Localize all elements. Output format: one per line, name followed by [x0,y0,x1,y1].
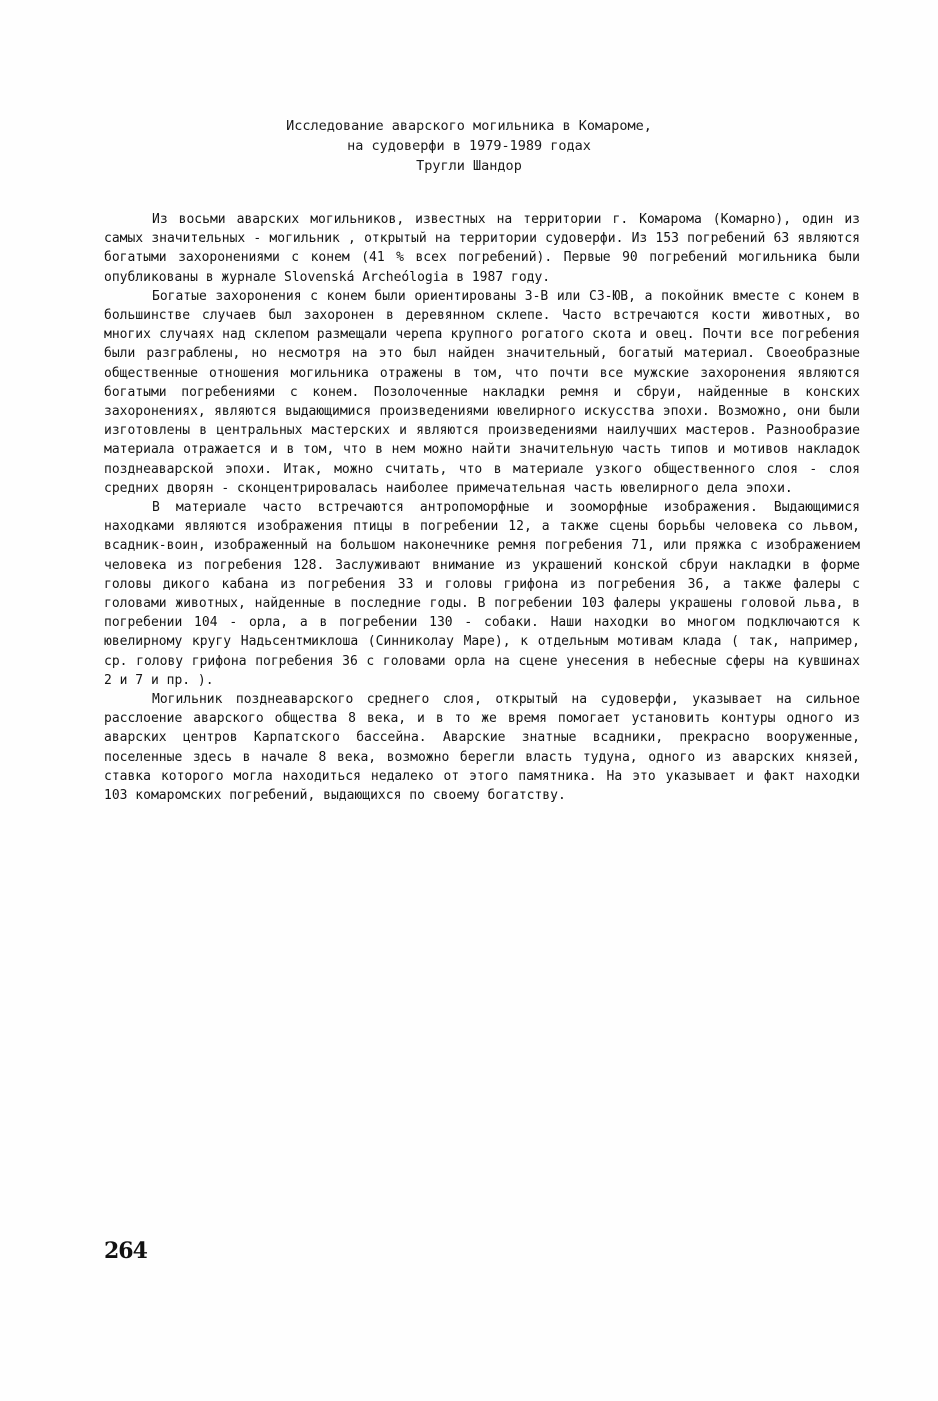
paragraph-2: Богатые захоронения с конем были ориентированы З-В или СЗ-ЮВ, а покойник вместе с конем в большинстве случаев был захоронен в деревянном склепе. Часто встречаются кости животных, во многих случаях над склепом размещали черепа крупного рогатого скота и овец. Почти все погребения были разграблены, но несмотря на это был найден значительный, богатый материал. Своеобразные общественные отношения могильника отражены в том, что почти все мужские захоронения являются богатыми погребениями с конем. Позолоченные накладки ремня и сбруи, найденные в конских захоронениях, являются выдающимися произведениями ювелирного искусства эпохи. Возможно, они были изготовлены в центральных мастерских и являются произведениями наилучших мастеров. Разнообразие материала отражается и в том, что в нем можно найти значительную часть типов и мотивов накладок позднеаварской эпохи. Итак, можно считать, что в материале узкого общественного слоя - слоя средних дворян - сконцентрировалась наиболее примечательная часть ювелирного дела эпохи. [104,288,860,496]
paragraph-3: В материале часто встречаются антропоморфные и зооморфные изображения. Выдающимися находками являются изображения птицы в погребении 12, а также сцены борьбы человека со львом, всадник-воин, изображенный на большом наконечнике ремня погребения 71, или пряжка с изображением человека из погребения 128. Заслуживают внимание из украшений конской сбруи накладки в форме головы дикого кабана из погребения 33 и головы грифона из погребения 36, а также фалеры с головами животных, найденные в последние годы. В погребении 103 фалеры украшены головой льва, в погребении 104 - орла, а в погребении 130 - собаки. Наши находки во многом подключаются к ювелирному кругу Надьсентмиклоша (Синниколау Маре), к отдельным мотивам клада ( так, например, ср. голову грифона погребения 36 с головами орла на сцене унесения в небесные сферы на кувшинах 2 и 7 и пр. ). [104,500,860,688]
paragraph-4: Могильник позднеаварского среднего слоя, открытый на судоверфи, указывает на сильное расслоение аварского общества 8 века, и в то же время помогает установить контуры одного из аварских центров Карпатского бассейна. Аварские знатные всадники, прекрасно вооруженные, поселенные здесь в начале 8 века, возможно берегли власть тудуна, одного из аварских князей, ставка которого могла находиться недалеко от этого памятника. На это указывает и факт находки 103 комаромских погребений, выдающихся по своему богатству. [104,692,860,804]
article-author: Тругли Шандор [416,158,522,174]
article-title-line-2: на судоверфи в 1979-1989 годах [347,138,591,154]
article-header [0,116,938,176]
page-number: 264 [104,1238,147,1264]
paragraph-1: Из восьми аварских могильников, известных на территории г. Комарома (Комарно), один из самых значительных - могильник , открытый на территории судоверфи. Из 153 погребений 63 являются богатыми захоронениями с конем (41 % всех погребений). Первые 90 погребений могильника были опубликованы в журнале Slovenská Archeólogia в 1987 году. [104,212,860,285]
article-body [104,210,860,805]
article-title-line-1: Исследование аварского могильника в Комароме, [286,118,652,134]
